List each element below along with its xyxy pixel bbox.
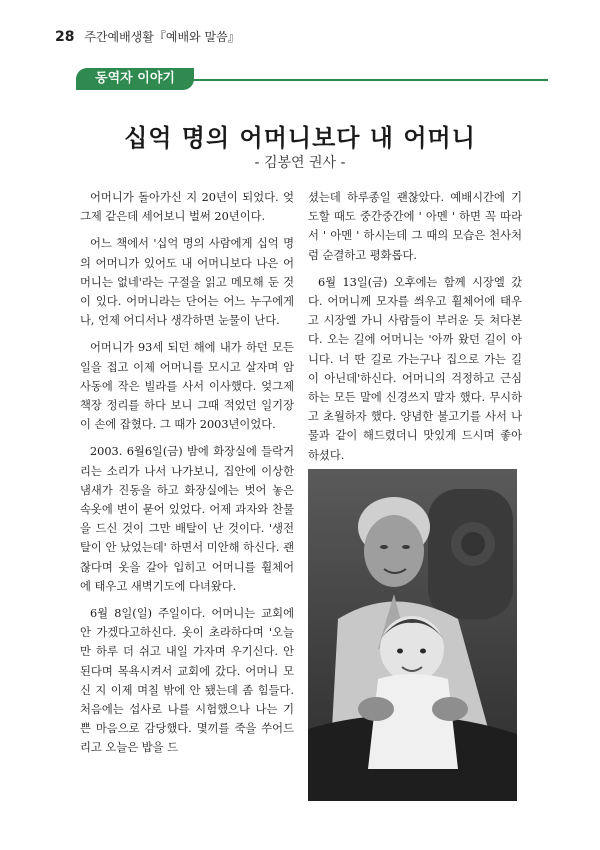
photo-illustration <box>308 469 517 801</box>
paragraph: 어머니가 돌아가신 지 20년이 되었다. 엊그제 같은데 세어보니 벌써 20년이다. <box>80 191 294 224</box>
paragraph: 2003. 6월6일(금) 밤에 화장실에 들락거리는 소리가 나서 나가보니, 집안에 이상한 냄새가 진동을 하고 화장실에는 벗어 놓은 속옷에 변이 묻어 있었다. 어제 과자와 찬물을 드신 것이 그만 배탈이 난 것이다. '생전 탈이 안 났었는데' 하면서 미안해 하신다. 괜찮다며 옷을 갈아 입히고 어머니를 휠체어에 태우고 새벽기도에 다녀왔다. <box>80 445 294 593</box>
family-photo <box>308 469 517 801</box>
publication-title: 주간예배생활『예배와 말씀』 <box>84 30 240 44</box>
paragraph: 6월 8일(일) 주일이다. 어머니는 교회에 안 가겠다고하신다. 옷이 초라하다며 '오늘 만 하루 더 쉬고 내일 가자며 우기신다. 안 된다며 목욕시켜서 교회에 갔다. 어머니 모신 지 이제 며칠 밖에 안 됐는데 좀 힘들다. 처음에는 섭사로 나를 시험했으나 나는 기쁜 마음으로 감당했다. 몇끼를 죽을 쑤어드리고 오늘은 밥을 드 <box>80 607 294 755</box>
page-number: 28 <box>55 29 75 45</box>
article-title: 십억 명의 어머니보다 내 어머니 <box>124 123 476 152</box>
paragraph: 어느 책에서 '십억 명의 사람에게 십억 명의 어머니가 있어도 내 어머니보다 나은 어머니는 없네'라는 구절을 읽고 메모해 둔 것이 있다. 어머니라는 단어는 어느 누구에게나, 언제 어디서나 생각하면 눈물이 난다. <box>80 237 294 328</box>
paragraph: 6월 13일(금) 오후에는 함께 시장엘 갔다. 어머니께 모자를 씌우고 휠체어에 태우고 시장엘 가니 사람들이 부러운 듯 쳐다본다. 오는 길에 어머니는 '아까 왔던 길이 아니다. 너 딴 길로 가는구나 집으로 가는 길이 아닌데'하신다. 어머니의 걱정하고 근심하는 모든 말에 신경쓰지 말자 했다. 무시하고 초월하자 했다. 양념한 불고기를 사서 나물과 같이 해드렸더니 맛있게 드시며 좋아하셨다. <box>308 275 522 462</box>
left-column <box>80 188 294 766</box>
paragraph-continuation: 셨는데 하루종일 괜찮았다. 예배시간에 기도할 때도 중간중간에 ' 아멘 ' 하면 꼭 따라서 ' 아멘 ' 하시는데 그 때의 모습은 천사처럼 순결하고 평화롭다. <box>308 191 522 262</box>
running-head <box>55 28 240 45</box>
section-tab: 동역자 이야기 <box>76 68 194 90</box>
right-column <box>308 188 522 473</box>
article-author: - 김봉연 권사 - <box>254 155 346 171</box>
paragraph: 어머니가 93세 되던 해에 내가 하던 모든 일을 접고 이제 어머니를 모시고 살자며 암사동에 작은 빌라를 사서 이사했다. 엊그제 책장 정리를 하다 보니 그때 적었던 일기장이 손에 잡혔다. 그 때가 2003년이었다. <box>80 341 294 432</box>
